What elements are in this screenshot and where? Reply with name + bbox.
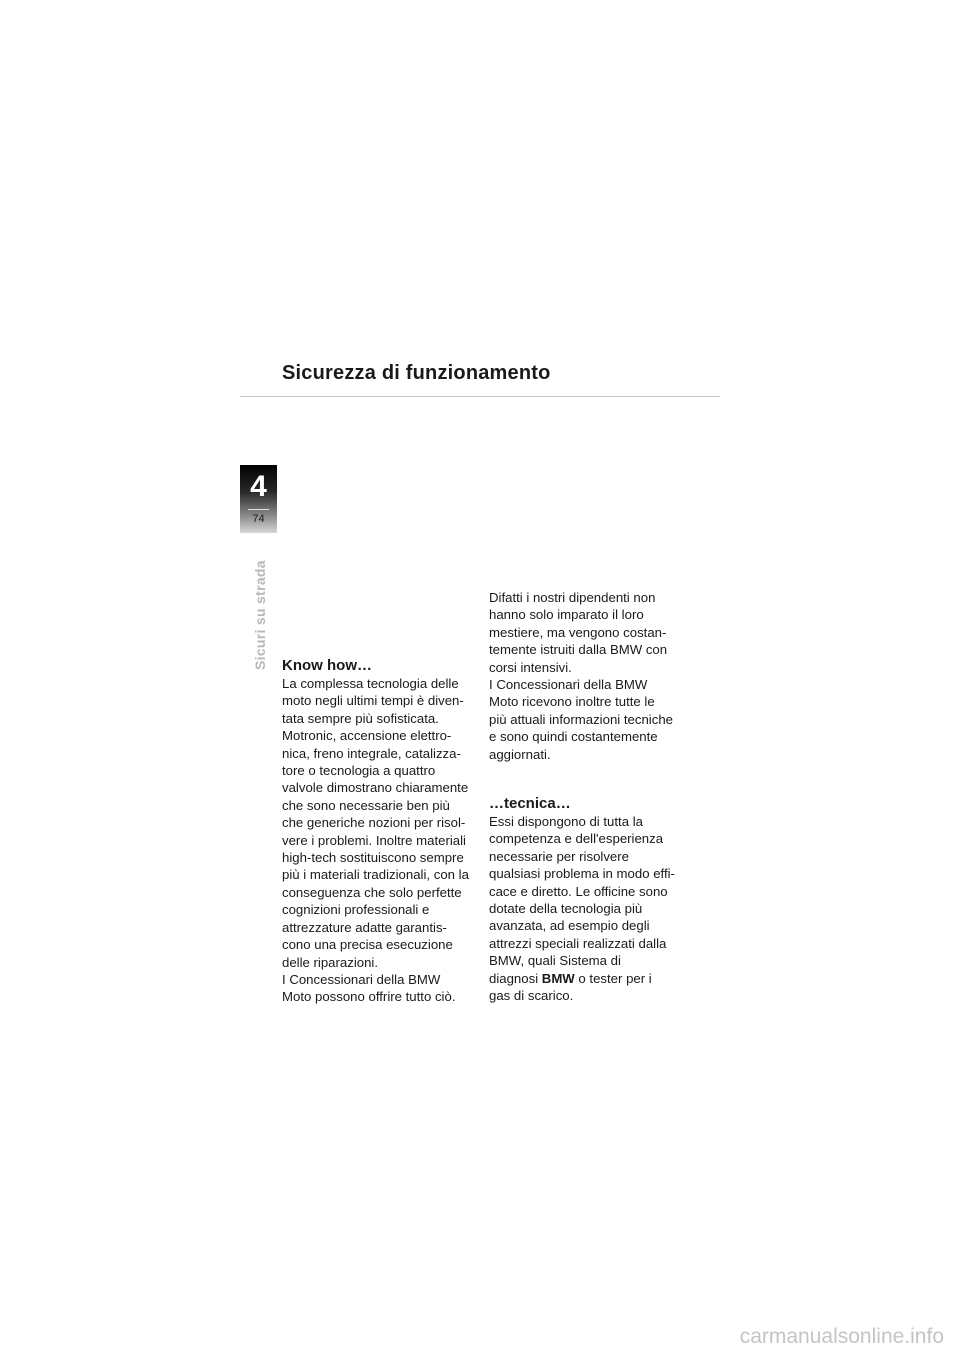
chapter-divider (248, 509, 269, 510)
text-line: qualsiasi problema in modo effi- (489, 866, 675, 882)
text-line: corsi intensivi. (489, 659, 572, 675)
text-line: gas di scarico. (489, 988, 574, 1004)
bmw-brand-text: BMW (541, 970, 575, 986)
footer-watermark: carmanualsonline.info (739, 1325, 944, 1348)
text-line: high-tech sostituiscono sempre (282, 850, 464, 866)
text-line: più i materiali tradizionali, con la (282, 867, 469, 883)
text-line: I Concessionari della BMW (282, 971, 441, 987)
chapter-tab (240, 465, 277, 533)
staff-training-section (489, 589, 695, 763)
text-line: Difatti i nostri dipendenti non (489, 590, 656, 605)
text-line: Moto possono offrire tutto ciò. (282, 989, 456, 1005)
section-label: Sicuri su strada (252, 560, 268, 670)
chapter-number: 4 (250, 470, 267, 503)
text-line: attrezzi speciali realizzati dalla (489, 935, 667, 951)
text-line: vere i problemi. Inoltre materiali (282, 832, 466, 848)
text-line: I Concessionari della BMW (489, 677, 648, 693)
tecnica-section (489, 795, 695, 1004)
text-line: La complessa tecnologia delle (282, 676, 459, 691)
text-line: aggiornati. (489, 746, 551, 762)
diagnosi-prefix: diagnosi (489, 970, 542, 986)
text-line: mestiere, ma vengono costan- (489, 624, 667, 640)
text-line: cono una precisa esecuzione (282, 937, 453, 953)
title-divider (240, 396, 720, 397)
tecnica-heading: …tecnica… (489, 795, 571, 812)
text-line: attrezzature adatte garantis- (282, 919, 447, 935)
text-line: hanno solo imparato il loro (489, 607, 644, 623)
text-line: più attuali informazioni tecniche (489, 711, 673, 727)
text-line: nica, freno integrale, catalizza- (282, 745, 461, 761)
text-line: dotate della tecnologia più (489, 901, 643, 917)
text-line: Moto ricevono inoltre tutte le (489, 694, 655, 710)
text-line: cace e diretto. Le officine sono (489, 883, 668, 899)
diagnosi-suffix: o tester per i (574, 970, 652, 986)
text-line: Motronic, accensione elettro- (282, 728, 452, 744)
text-line: cognizioni professionali e (282, 902, 430, 918)
page-number: 74 (252, 513, 265, 525)
text-line: delle riparazioni. (282, 954, 379, 970)
text-line: Essi dispongono di tutta la (489, 814, 643, 829)
text-line: necessarie per risolvere (489, 848, 629, 864)
text-line: che sono necessarie ben più (282, 797, 450, 813)
know-how-heading: Know how… (282, 657, 372, 674)
know-how-section (282, 657, 488, 1006)
text-line: tata sempre più sofisticata. (282, 710, 439, 726)
text-line: avanzata, ad esempio degli (489, 918, 650, 934)
text-line: e sono quindi costantemente (489, 729, 658, 745)
text-line: valvole dimostrano chiaramente (282, 780, 469, 796)
text-line: tore o tecnologia a quattro (282, 763, 436, 779)
text-line: competenza e dell'esperienza (489, 831, 664, 847)
text-line: temente istruiti dalla BMW con (489, 642, 668, 658)
text-line: BMW, quali Sistema di (489, 953, 621, 969)
text-line: conseguenza che solo perfette (282, 884, 462, 900)
text-line: moto negli ultimi tempi è diven- (282, 693, 464, 709)
diagnosi-line (489, 970, 695, 987)
text-line: che generiche nozioni per risol- (282, 815, 466, 831)
page-title: Sicurezza di funzionamento (282, 362, 551, 384)
